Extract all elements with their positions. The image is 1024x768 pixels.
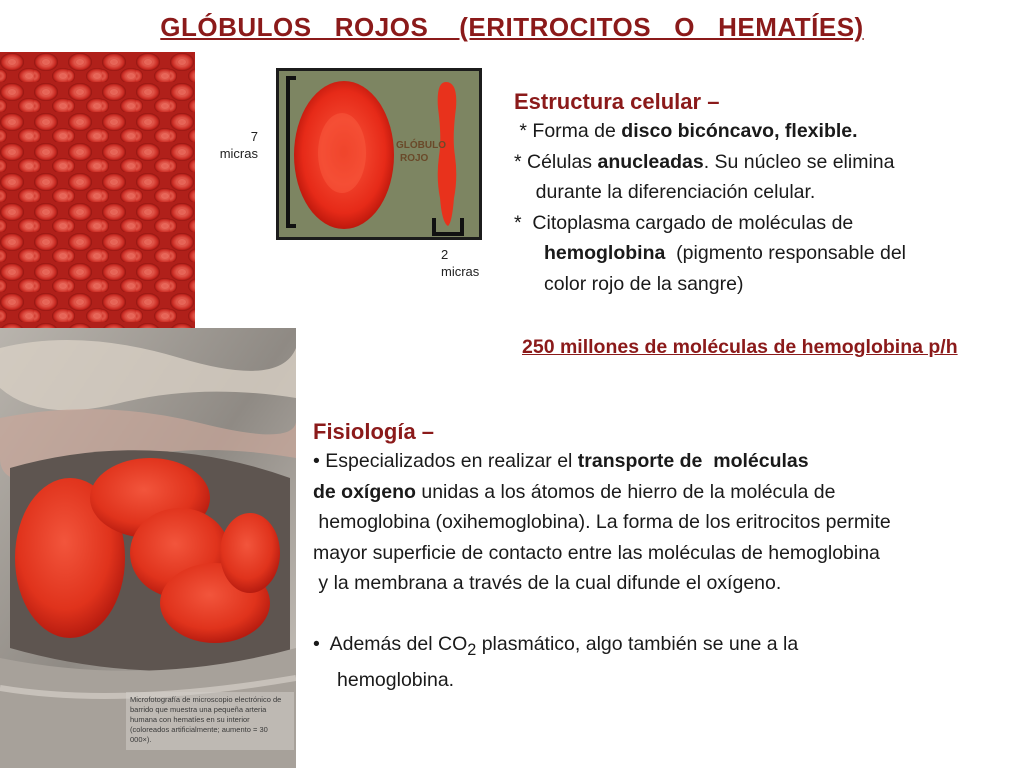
physiology-section <box>313 418 1023 696</box>
physiology-bullet-2: • Además del $CO_2$ plasmático, algo también se une a la <box>313 633 799 659</box>
micrograph-caption: Microfotografía de microscopio electrónico de barrido que muestra una pequeña arteria humana con hematíes en su interior (coloreados artificialmente; aumento = 30 000×). <box>126 692 294 750</box>
physiology-line-2: de oxígeno unidas a los átomos de hierro de la molécula de <box>313 480 836 503</box>
structure-line-2: * Células anucleadas. Su núcleo se elimina <box>514 150 895 173</box>
red-blood-cells-photo <box>0 52 195 332</box>
width-unit: micras <box>219 146 258 161</box>
thickness-unit: micras <box>441 264 480 279</box>
thickness-dimension-label <box>441 246 501 280</box>
spacer <box>313 599 1023 630</box>
physiology-bullet-2-cont: hemoglobina. <box>337 669 455 692</box>
structure-line-5: hemoglobina (pigmento responsable del <box>544 242 906 264</box>
width-value: 7 <box>250 129 258 144</box>
diagram-label-2: ROJO <box>400 153 429 164</box>
diagram-label-1: GLÓBULO <box>396 140 446 151</box>
cell-structure-heading: Estructura celular – <box>514 89 720 114</box>
structure-line-6: color rojo de la sangre) <box>544 272 744 295</box>
width-dimension-label <box>200 128 258 162</box>
structure-line-4: * Citoplasma cargado de moléculas de <box>514 211 854 234</box>
physiology-line-5: y la membrana a través de la cual difunde el oxígeno. <box>313 572 782 594</box>
physiology-line-4: mayor superficie de contacto entre las moléculas de hemoglobina <box>313 541 880 564</box>
red-blood-cell-diagram <box>276 68 482 240</box>
physiology-heading: Fisiología – <box>313 419 435 444</box>
page-title: GLÓBULOS ROJOS (ERITROCITOS O HEMATÍES) <box>160 12 864 42</box>
thickness-value: 2 <box>441 247 449 262</box>
cell-structure-section <box>514 88 1019 299</box>
physiology-line-1: • Especializados en realizar el transporte de moléculas <box>313 450 809 472</box>
hemoglobin-count-highlight: 250 millones de moléculas de hemoglobina p/h <box>522 336 958 358</box>
physiology-line-3: hemoglobina (oxihemoglobina). La forma de los eritrocitos permite <box>313 511 891 533</box>
structure-line-3: durante la diferenciación celular. <box>514 181 816 203</box>
structure-line-1: * Forma de disco bicóncavo, flexible. <box>514 120 858 142</box>
